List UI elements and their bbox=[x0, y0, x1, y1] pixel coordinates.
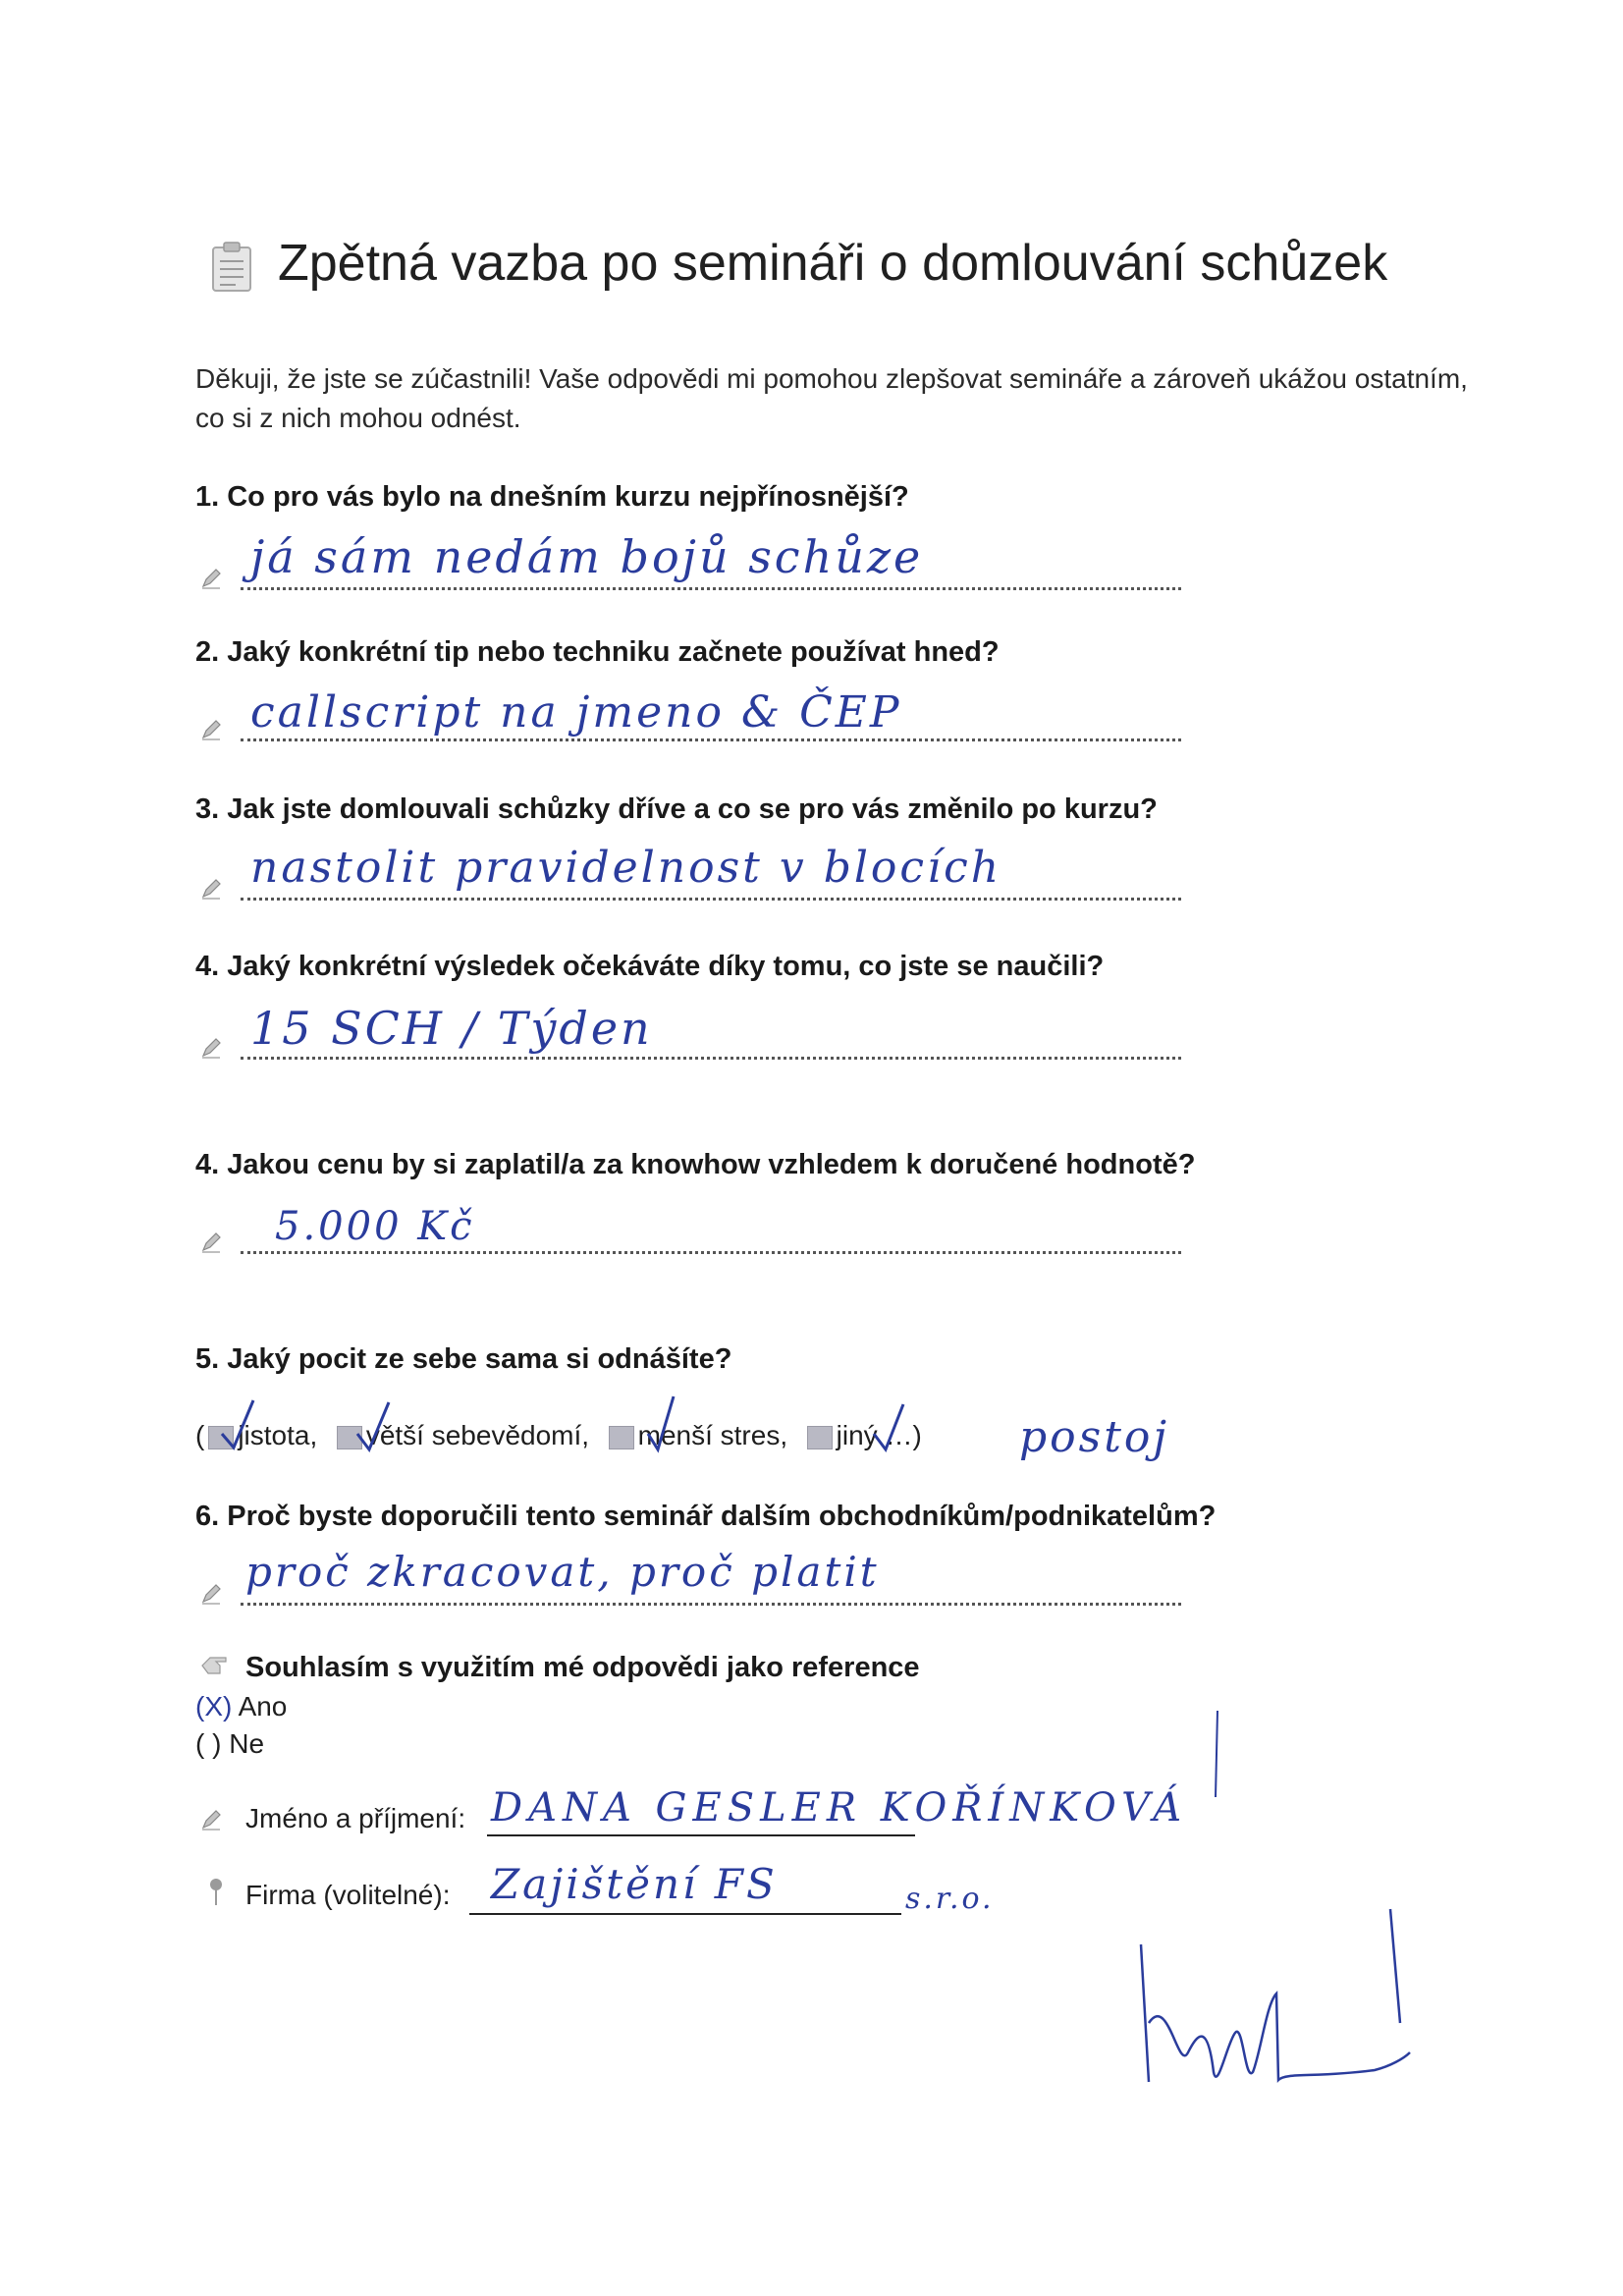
form-intro: Děkuji, že jste se zúčastnili! Vaše odpovědi mi pomohou zlepšovat semináře a zároveň ukážou ostatním, co si z nich mohou odnést. bbox=[195, 363, 1468, 433]
question-4-label: 4. Jaký konkrétní výsledek očekáváte díky tomu, co jste se naučili? bbox=[195, 951, 1105, 982]
consent-no-label: Ne bbox=[229, 1728, 265, 1759]
option-jiny: jiný …) bbox=[836, 1420, 922, 1450]
company-field-line[interactable] bbox=[469, 1913, 901, 1915]
question-3-answer-line[interactable] bbox=[241, 898, 1181, 901]
question-6-answer: proč zkracovat, proč platit bbox=[245, 1548, 880, 1596]
question-1-answer: já sám nedám bojů schůze bbox=[250, 530, 924, 583]
company-suffix: s.r.o. bbox=[905, 1882, 995, 1916]
consent-no-mark[interactable]: ( ) bbox=[195, 1728, 222, 1759]
option-sebevedomi: větší sebevědomí, bbox=[365, 1420, 590, 1450]
pencil-icon bbox=[200, 568, 222, 589]
pin-icon bbox=[208, 1878, 224, 1907]
question-price-answer-line[interactable] bbox=[241, 1251, 1181, 1254]
question-2-answer: callscript na jmeno & ČEP bbox=[250, 687, 902, 738]
pen-stroke-mark bbox=[1208, 1709, 1227, 1827]
question-price-answer: 5.000 Kč bbox=[275, 1204, 475, 1249]
question-6-label: 6. Proč byste doporučili tento seminář dalším obchodníkům/podnikatelům? bbox=[195, 1501, 1217, 1532]
name-label: Jméno a příjmení: bbox=[245, 1803, 466, 1833]
option-jistota: jistota, bbox=[238, 1420, 318, 1450]
question-2-label: 2. Jaký konkrétní tip nebo techniku začnete používat hned? bbox=[195, 636, 1000, 668]
question-2-answer-line[interactable] bbox=[241, 738, 1181, 741]
question-5-label: 5. Jaký pocit ze sebe sama si odnášíte? bbox=[195, 1343, 732, 1375]
feelings-other-answer: postoj bbox=[1019, 1412, 1170, 1462]
name-value: DANA GESLER KOŘÍNKOVÁ bbox=[491, 1785, 1188, 1831]
consent-label: Souhlasím s využitím mé odpovědi jako reference bbox=[245, 1652, 920, 1683]
pencil-icon bbox=[200, 878, 222, 900]
question-1-label: 1. Co pro vás bylo na dnešním kurzu nejpřínosnější? bbox=[195, 481, 909, 513]
hand-pointer-icon bbox=[200, 1652, 230, 1677]
form-title: Zpětná vazba po semináři o domlouvání schůzek bbox=[278, 235, 1388, 292]
consent-yes-label: Ano bbox=[238, 1691, 288, 1722]
question-4-answer: 15 SCH / Týden bbox=[250, 1002, 653, 1055]
company-label: Firma (volitelné): bbox=[245, 1880, 451, 1910]
question-3-answer: nastolit pravidelnost v blocích bbox=[250, 843, 1002, 893]
question-6-answer-line[interactable] bbox=[241, 1603, 1181, 1606]
option-mensi-stres: menší stres, bbox=[637, 1420, 788, 1450]
pencil-icon bbox=[200, 1231, 222, 1253]
question-price-label: 4. Jakou cenu by si zaplatil/a za knowhow vzhledem k doručené hodnotě? bbox=[195, 1149, 1196, 1180]
pencil-icon bbox=[200, 1583, 222, 1605]
company-value: Zajištění FS bbox=[491, 1860, 778, 1908]
name-field-line[interactable] bbox=[487, 1834, 915, 1836]
clipboard-icon bbox=[210, 242, 253, 293]
signature bbox=[1119, 1905, 1434, 2111]
open-paren: ( bbox=[195, 1420, 205, 1450]
consent-yes-mark[interactable]: (X) bbox=[195, 1691, 233, 1722]
question-3-label: 3. Jak jste domlouvali schůzky dříve a co se pro vás změnilo po kurzu? bbox=[195, 793, 1158, 825]
consent-no-option[interactable] bbox=[195, 1728, 264, 1760]
pencil-icon bbox=[200, 1037, 222, 1059]
consent-yes-option[interactable] bbox=[195, 1691, 287, 1722]
question-4-answer-line[interactable] bbox=[241, 1057, 1181, 1060]
pencil-icon bbox=[200, 719, 222, 740]
pencil-icon bbox=[200, 1809, 222, 1831]
question-1-answer-line[interactable] bbox=[241, 587, 1181, 590]
